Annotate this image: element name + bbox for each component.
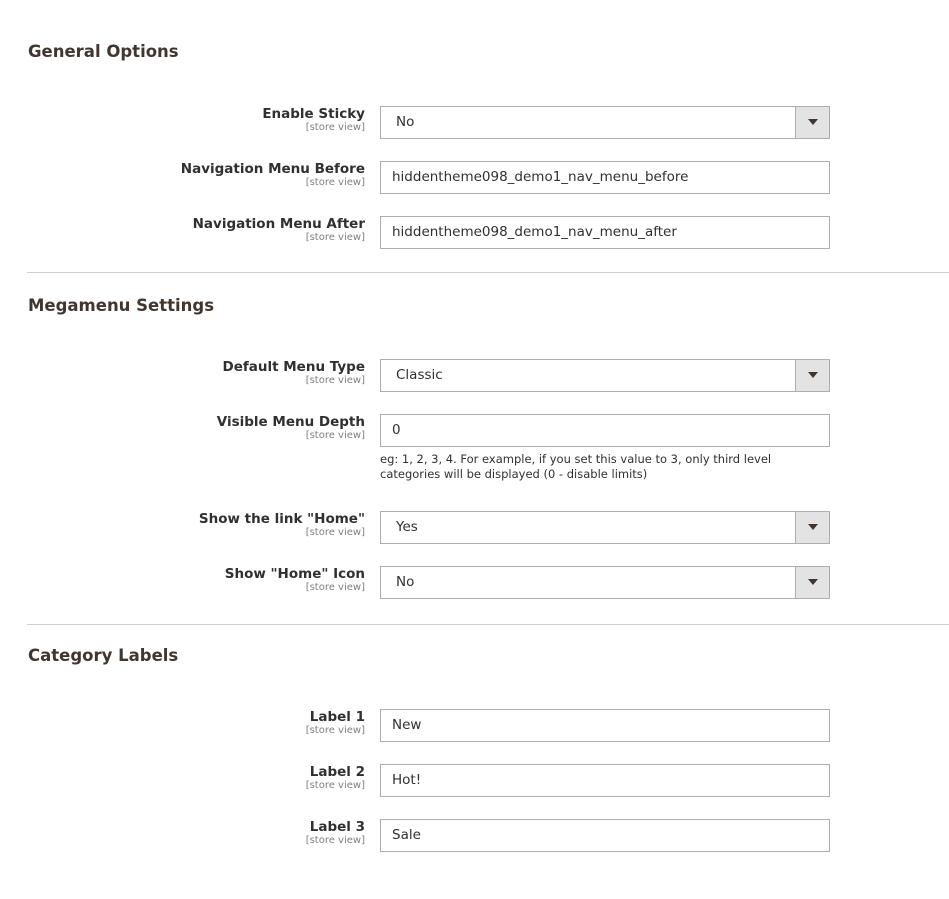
section-divider [27,272,949,273]
chevron-down-icon [808,579,818,585]
field-label: Enable Sticky [262,106,365,122]
label-1-input[interactable] [380,709,830,742]
dropdown-toggle[interactable] [795,360,829,391]
field-label: Show the link "Home" [198,511,365,527]
input-value: Hot! [392,772,422,788]
input-value: New [392,717,422,733]
field-label-group [306,708,365,737]
field-label: Default Menu Type [222,359,365,375]
scope-label: [store view] [305,122,365,133]
field-label-group [306,763,365,792]
dropdown-toggle[interactable] [795,567,829,598]
chevron-down-icon [808,524,818,530]
field-label: Label 3 [309,819,365,835]
show-home-link-select[interactable] [380,511,830,544]
field-label: Navigation Menu After [192,216,365,232]
show-home-icon-select[interactable] [380,566,830,599]
field-label: Show "Home" Icon [224,566,365,582]
scope-label: [store view] [305,780,365,791]
select-value: No [396,114,415,130]
default-menu-type-select[interactable] [380,359,830,392]
chevron-down-icon [808,372,818,378]
label-3-input[interactable] [380,819,830,852]
select-value: No [396,574,415,590]
scope-label: [store view] [305,835,365,846]
field-label: Label 2 [309,764,365,780]
field-label-group [199,510,365,539]
scope-label: [store view] [305,177,365,188]
field-label: Visible Menu Depth [216,414,365,430]
scope-label: [store view] [305,430,365,441]
enable-sticky-select[interactable] [380,106,830,139]
section-title-general-options: General Options [28,42,179,61]
dropdown-toggle[interactable] [795,107,829,138]
field-label-group [181,160,365,189]
field-label-group [306,818,365,847]
select-value: Yes [396,519,418,535]
field-note: eg: 1, 2, 3, 4. For example, if you set this value to 3, only third level categories will be displayed (0 - disable limits) [380,452,772,481]
chevron-down-icon [808,119,818,125]
scope-label: [store view] [305,582,365,593]
navigation-menu-before-input[interactable] [380,161,830,194]
section-divider [27,624,949,625]
section-title-megamenu-settings: Megamenu Settings [28,296,215,315]
navigation-menu-after-input[interactable] [380,216,830,249]
field-label-group [225,565,365,594]
field-label-group [193,215,365,244]
input-value: Sale [392,827,421,843]
input-value: 0 [392,422,401,438]
select-value: Classic [396,367,443,383]
input-value: hiddentheme098_demo1_nav_menu_after [392,224,677,240]
dropdown-toggle[interactable] [795,512,829,543]
field-label-group [217,413,365,442]
scope-label: [store view] [305,232,365,243]
field-label: Navigation Menu Before [180,161,365,177]
scope-label: [store view] [305,375,365,386]
field-label-group [262,105,365,134]
label-2-input[interactable] [380,764,830,797]
input-value: hiddentheme098_demo1_nav_menu_before [392,169,689,185]
section-title-category-labels: Category Labels [28,646,179,665]
field-label: Label 1 [309,709,365,725]
visible-menu-depth-input[interactable] [380,414,830,447]
scope-label: [store view] [305,725,365,736]
scope-label: [store view] [305,527,365,538]
field-label-group [223,358,365,387]
